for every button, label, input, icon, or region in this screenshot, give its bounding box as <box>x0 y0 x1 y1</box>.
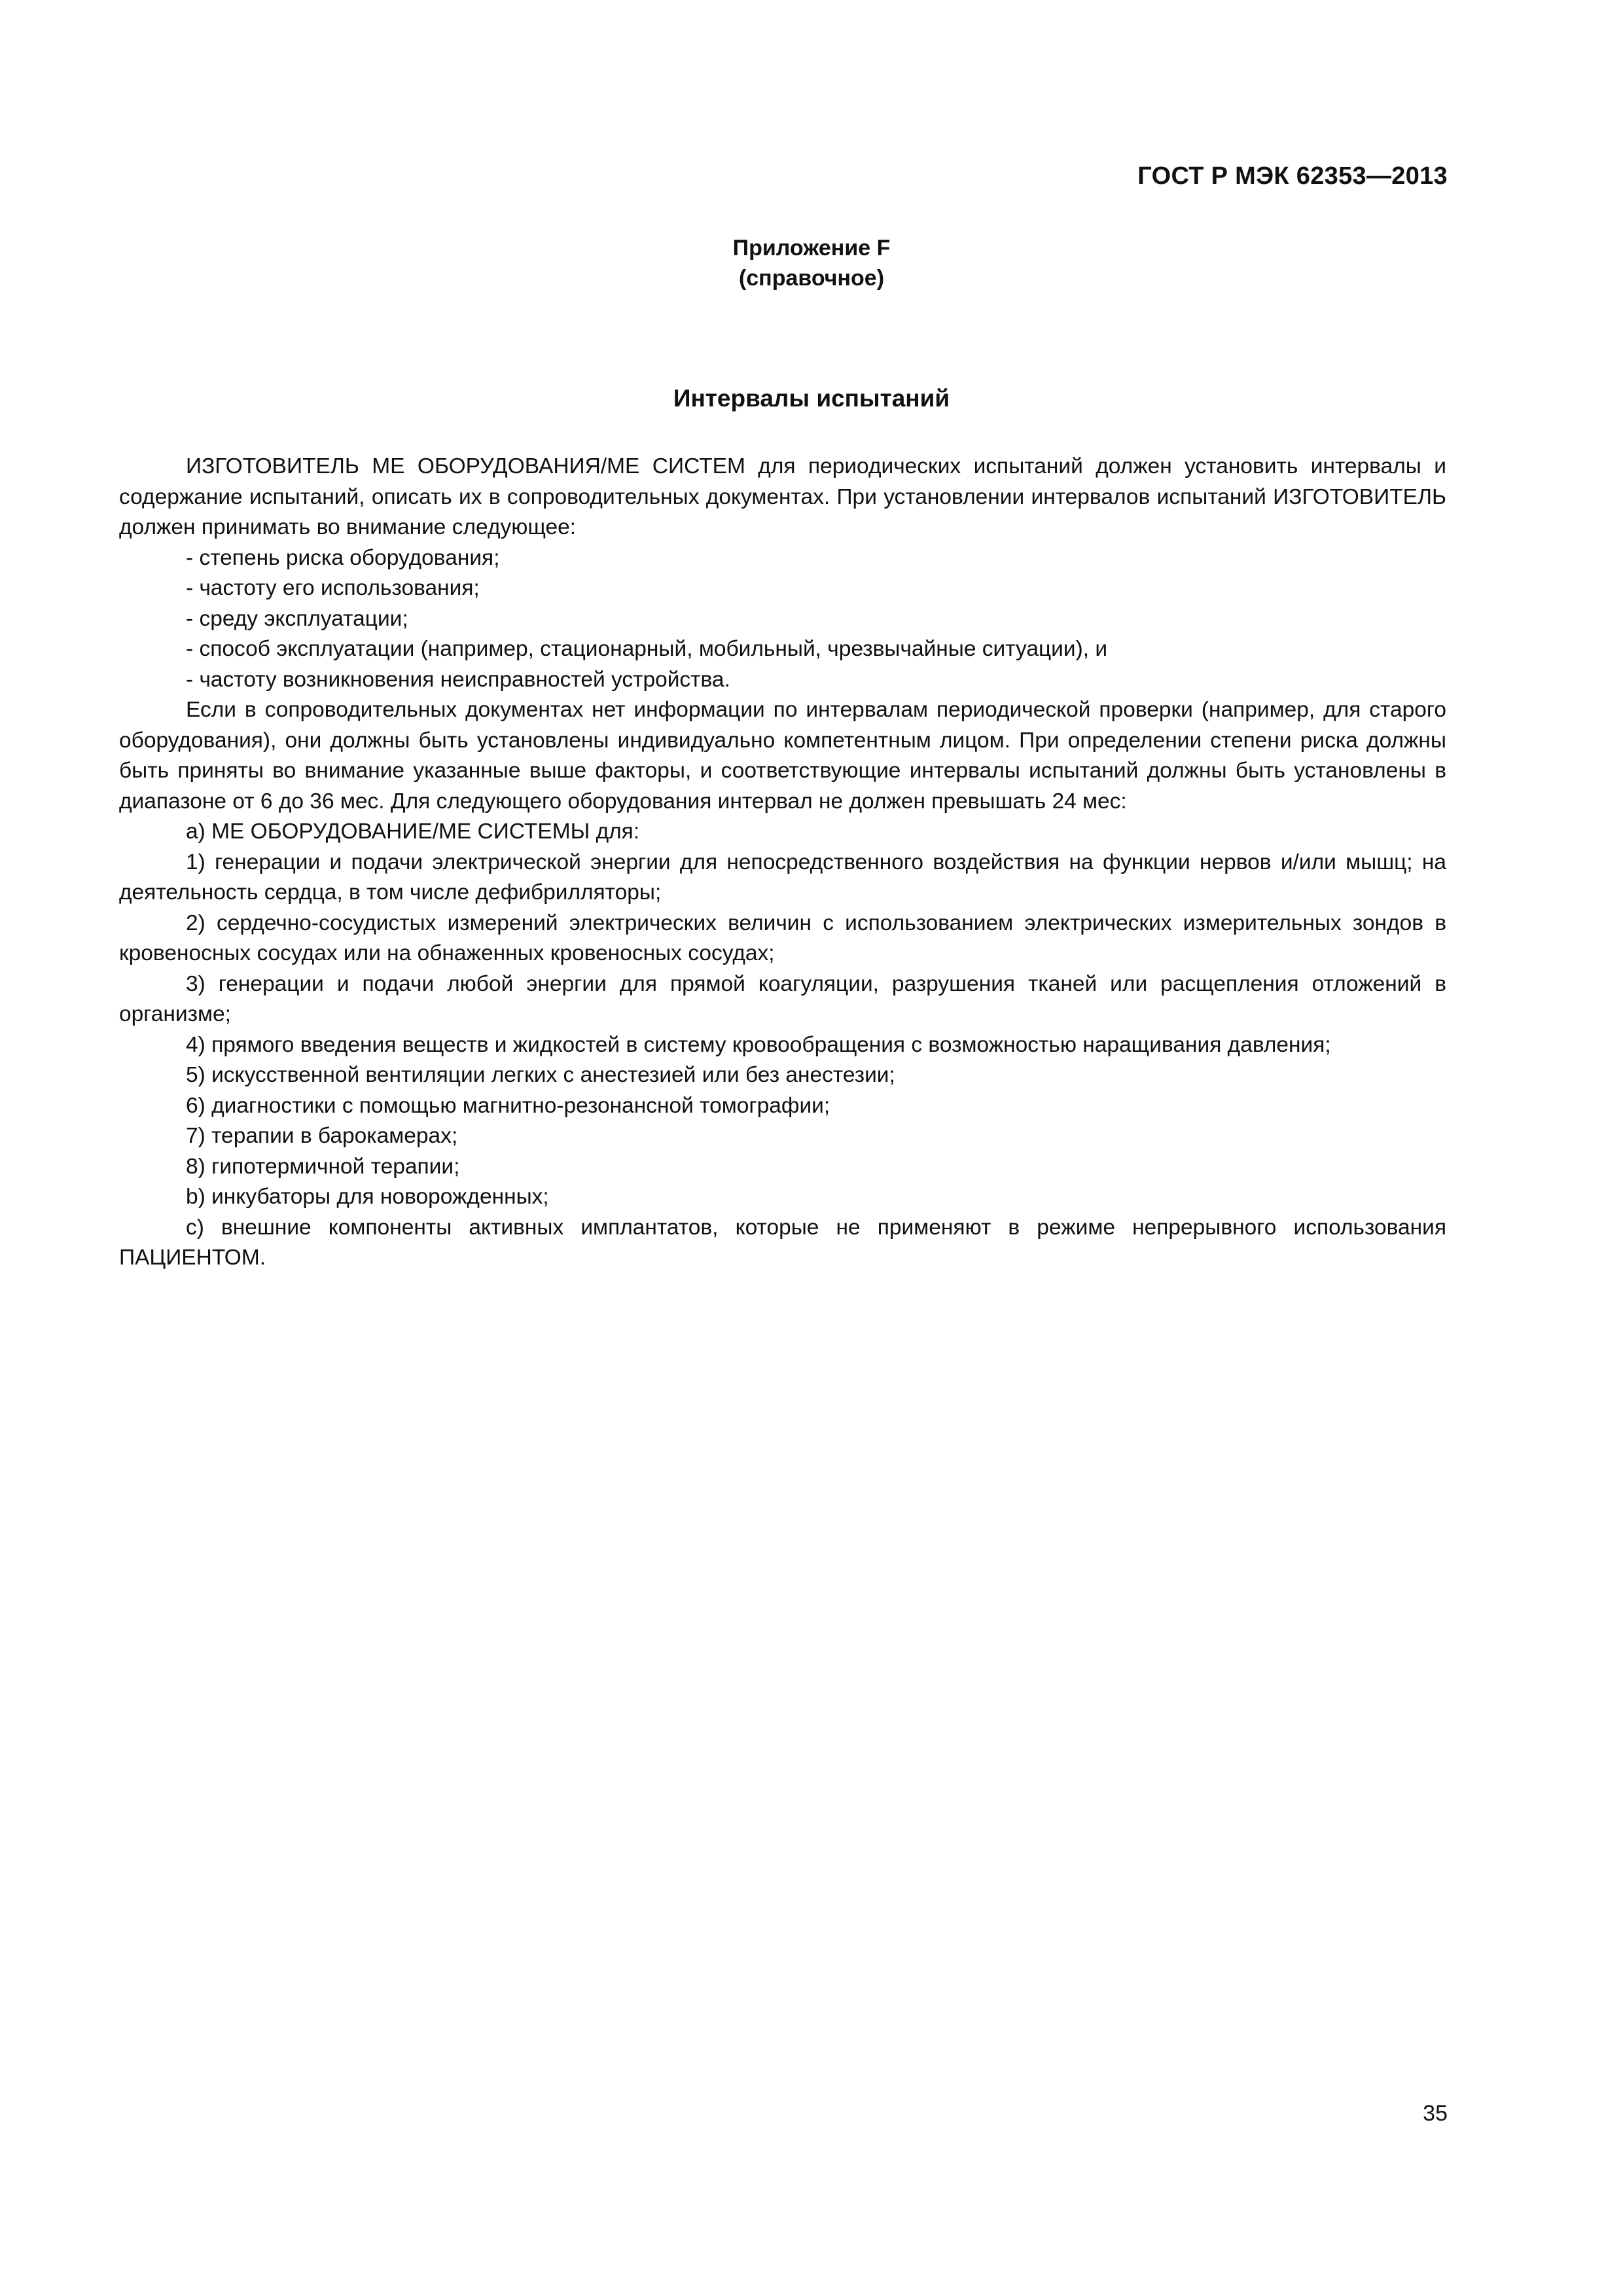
list-item-c: с) внешние компоненты активных имплантатов, которые не применяют в режиме непрерывного использования ПАЦИЕНТОМ. <box>119 1215 1446 1270</box>
factor-item: - способ эксплуатации (например, стационарный, мобильный, чрезвычайные ситуации), и <box>186 637 1108 661</box>
appendix-header <box>0 233 1623 293</box>
factor-item: - частоту его использования; <box>186 576 480 600</box>
sub-item: 3) генерации и подачи любой энергии для прямой коагуляции, разрушения тканей или расщепления отложений в организме; <box>119 971 1446 1026</box>
intro-paragraph: ИЗГОТОВИТЕЛЬ МЕ ОБОРУДОВАНИЯ/МЕ СИСТЕМ для периодических испытаний должен установить интервалы и содержание испытаний, описать их в сопроводительных документах. При установлении интервалов испытаний ИЗГОТОВИТЕЛЬ должен принимать во внимание следующее: <box>119 454 1446 539</box>
sub-item: 8) гипотермичной терапии; <box>186 1154 460 1179</box>
sub-item: 5) искусственной вентиляции легких с анестезией или без анестезии; <box>186 1063 895 1087</box>
list-item-a: а) МЕ ОБОРУДОВАНИЕ/МЕ СИСТЕМЫ для: <box>186 819 640 844</box>
appendix-subtitle: (справочное) <box>738 266 885 291</box>
interval-paragraph: Если в сопроводительных документах нет информации по интервалам периодической проверки (например, для старого оборудования), они должны быть установлены индивидуально компетентным лицом. При определении степени риска должны быть приняты во внимание указанные выше факторы, и соответствующие интервалы испытаний должны быть установлены в диапазоне от 6 до 36 мес. Для следующего оборудования интервал не должен превышать 24 мес: <box>119 698 1446 814</box>
sub-item: 1) генерации и подачи электрической энергии для непосредственного воздействия на функции нервов и/или мышц; на деятельность сердца, в том числе дефибрилляторы; <box>119 850 1446 905</box>
section-heading: Интервалы испытаний <box>673 385 950 412</box>
factor-item: - среду эксплуатации; <box>186 606 408 631</box>
document-code: ГОСТ Р МЭК 62353—2013 <box>1137 162 1448 190</box>
page-number: 35 <box>1423 2101 1448 2126</box>
sub-item: 2) сердечно-сосудистых измерений электрических величин с использованием электрических измерительных зондов в кровеносных сосудах или на обнаженных кровеносных сосудах; <box>119 910 1446 965</box>
list-item-b: b) инкубаторы для новорожденных; <box>186 1185 549 1209</box>
sub-item: 6) диагностики с помощью магнитно-резонансной томографии; <box>186 1093 830 1118</box>
appendix-title: Приложение F <box>732 236 891 260</box>
sub-item: 4) прямого введения веществ и жидкостей в систему кровообращения с возможностью наращивания давления; <box>186 1032 1331 1057</box>
body-text <box>119 452 1446 1274</box>
factor-item: - частоту возникновения неисправностей устройства. <box>186 667 730 692</box>
sub-item: 7) терапии в барокамерах; <box>186 1124 458 1148</box>
factor-item: - степень риска оборудования; <box>186 545 500 570</box>
